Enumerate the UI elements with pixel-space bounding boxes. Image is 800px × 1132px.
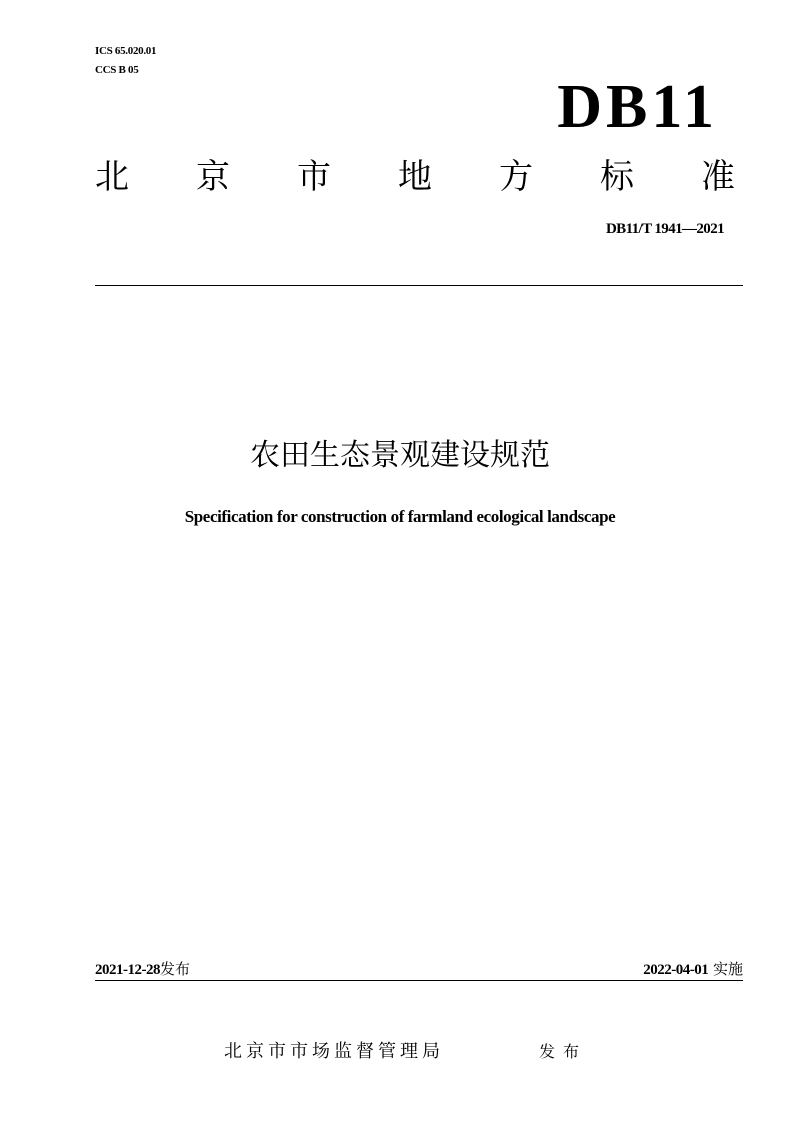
publish-date-line [95,959,190,980]
standard-type-char: 京 [196,157,230,197]
standard-type-char: 方 [499,157,533,197]
publish-date: 2021-12-28 [95,962,160,978]
standard-type-title [95,155,735,199]
bottom-divider [95,980,743,981]
document-title-english: Specification for construction of farmland ecological landscape [184,507,616,526]
issuer-action: 发布 [539,1042,588,1061]
document-title-chinese: 农田生态景观建设规范 [250,438,550,473]
standard-type-char: 标 [600,157,634,197]
standard-number: DB11/T 1941—2021 [605,221,724,237]
ics-code: ICS 65.020.01 [95,45,157,57]
ccs-code: CCS B 05 [95,64,139,76]
issuer-name: 北京市市场监督管理局 [224,1041,444,1062]
standard-type-char: 北 [95,157,129,197]
standard-type-char: 准 [701,157,735,197]
implement-label: 实施 [712,960,743,978]
standard-type-char: 市 [297,157,331,197]
db-code: DB11 [557,73,718,141]
implement-date-line [643,959,743,980]
publish-label: 发布 [160,960,191,978]
standard-type-char: 地 [398,157,432,197]
top-divider [95,285,743,286]
implement-date: 2022-04-01 [643,962,709,978]
